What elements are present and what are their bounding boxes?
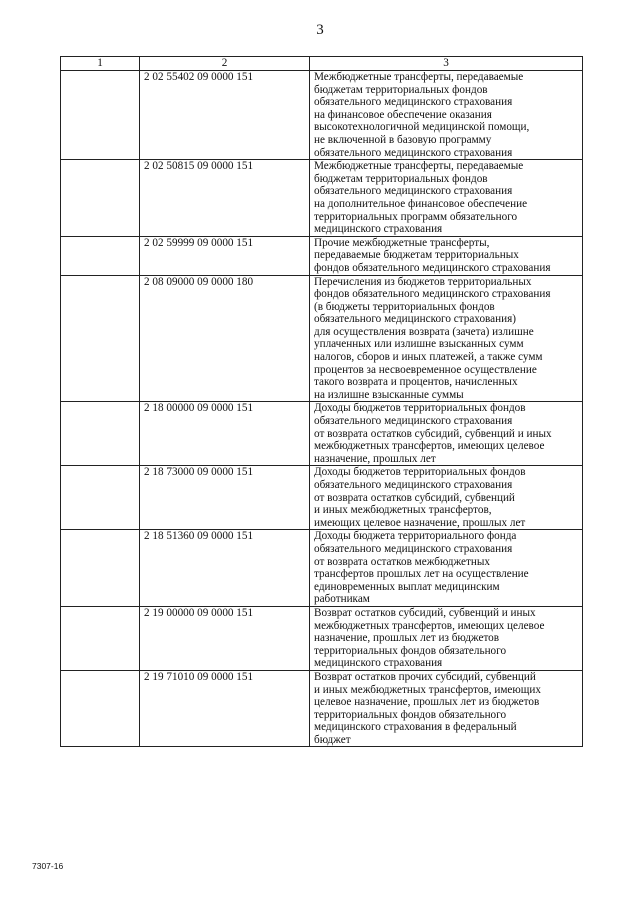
description-line: от возврата остатков субсидий, субвенций	[314, 491, 515, 504]
budget-code-cell: 2 19 00000 09 0000 151	[140, 606, 310, 670]
description-line: бюджет	[314, 733, 351, 746]
description-line: Прочие межбюджетные трансферты,	[314, 236, 490, 249]
description-line: Возврат остатков прочих субсидий, субвенций	[314, 670, 536, 683]
description-line: целевое назначение, прошлых лет из бюджетов	[314, 696, 540, 709]
description-line: обязательного медицинского страхования	[314, 185, 513, 198]
description-line: территориальных программ обязательного	[314, 210, 518, 223]
row-number-cell	[61, 275, 140, 402]
description-line: и иных межбюджетных трансфертов,	[314, 504, 492, 517]
description-line: и иных межбюджетных трансфертов, имеющих	[314, 683, 541, 696]
description-line: имеющих целевое назначение, прошлых лет	[314, 516, 526, 529]
page-number: 3	[316, 22, 324, 38]
row-number-cell	[61, 71, 140, 160]
description-line: медицинского страхования	[314, 223, 443, 236]
description-line: Перечисления из бюджетов территориальных	[314, 275, 532, 288]
description-cell	[310, 402, 583, 466]
description-line: межбюджетных трансфертов, имеющих целевое	[314, 619, 545, 632]
budget-code-cell: 2 02 50815 09 0000 151	[140, 160, 310, 237]
budget-code-cell: 2 18 73000 09 0000 151	[140, 466, 310, 530]
column-header-3: 3	[310, 57, 583, 71]
description-line: не включенной в базовую программу	[314, 133, 492, 146]
description-line: на финансовое обеспечение оказания	[314, 108, 492, 121]
table-row	[61, 71, 583, 160]
description-line: обязательного медицинского страхования	[314, 146, 513, 159]
description-line: фондов обязательного медицинского страхования	[314, 288, 551, 301]
description-line: (в бюджеты территориальных фондов	[314, 300, 495, 313]
description-line: для осуществления возврата (зачета) излишне	[314, 325, 534, 338]
description-line: работникам	[314, 593, 370, 606]
table-header-row	[61, 57, 583, 71]
row-number-cell	[61, 236, 140, 275]
description-line: Межбюджетные трансферты, передаваемые	[314, 71, 524, 83]
description-line: Доходы бюджетов территориальных фондов	[314, 402, 526, 415]
budget-code-cell: 2 02 59999 09 0000 151	[140, 236, 310, 275]
description-cell	[310, 71, 583, 160]
description-line: от возврата остатков межбюджетных	[314, 555, 490, 568]
description-line: обязательного медицинского страхования)	[314, 313, 516, 326]
description-line: бюджетам территориальных фондов	[314, 83, 488, 96]
description-line: налогов, сборов и иных платежей, а также сумм	[314, 351, 543, 364]
budget-code-cell: 2 08 09000 09 0000 180	[140, 275, 310, 402]
description-line: передаваемые бюджетам территориальных	[314, 249, 519, 262]
table-row	[61, 236, 583, 275]
description-cell	[310, 606, 583, 670]
description-cell	[310, 670, 583, 747]
column-header-2: 2	[140, 57, 310, 71]
column-header-1: 1	[61, 57, 140, 71]
description-line: трансфертов прошлых лет на осуществление	[314, 568, 529, 581]
description-line: назначение, прошлых лет из бюджетов	[314, 632, 500, 645]
budget-code-cell: 2 02 55402 09 0000 151	[140, 71, 310, 160]
description-line: межбюджетных трансфертов, имеющих целевое	[314, 440, 545, 453]
description-line: высокотехнологичной медицинской помощи,	[314, 121, 530, 134]
description-line: обязательного медицинского страхования	[314, 96, 513, 109]
description-line: медицинского страхования	[314, 657, 443, 670]
description-cell	[310, 530, 583, 607]
document-footer-code: 7307-16	[32, 861, 64, 871]
row-number-cell	[61, 466, 140, 530]
description-line: Доходы бюджетов территориальных фондов	[314, 466, 526, 479]
description-line: процентов за несвоевременное осуществление	[314, 363, 537, 376]
description-cell	[310, 160, 583, 237]
description-line: на излишне взысканные суммы	[314, 388, 464, 401]
table-row	[61, 275, 583, 402]
budget-code-cell: 2 18 00000 09 0000 151	[140, 402, 310, 466]
budget-code-cell: 2 19 71010 09 0000 151	[140, 670, 310, 747]
description-line: обязательного медицинского страхования	[314, 415, 513, 428]
description-line: Возврат остатков субсидий, субвенций и иных	[314, 606, 536, 619]
description-cell	[310, 466, 583, 530]
description-line: Доходы бюджета территориального фонда	[314, 530, 517, 543]
description-line: назначение, прошлых лет	[314, 452, 436, 465]
budget-codes-table	[60, 56, 583, 747]
table-row	[61, 530, 583, 607]
table-row	[61, 606, 583, 670]
description-line: территориальных фондов обязательного	[314, 644, 507, 657]
description-line: медицинского страхования в федеральный	[314, 721, 517, 734]
table-row	[61, 670, 583, 747]
description-line: бюджетам территориальных фондов	[314, 172, 488, 185]
description-line: уплаченных или излишне взысканных сумм	[314, 338, 524, 351]
description-line: единовременных выплат медицинским	[314, 580, 500, 593]
row-number-cell	[61, 402, 140, 466]
table-row	[61, 402, 583, 466]
description-line: обязательного медицинского страхования	[314, 542, 513, 555]
budget-code-cell: 2 18 51360 09 0000 151	[140, 530, 310, 607]
row-number-cell	[61, 606, 140, 670]
description-cell	[310, 275, 583, 402]
table-row	[61, 466, 583, 530]
description-line: от возврата остатков субсидий, субвенций и иных	[314, 427, 552, 440]
description-line: такого возврата и процентов, начисленных	[314, 376, 518, 389]
description-line: обязательного медицинского страхования	[314, 479, 513, 491]
table-row	[61, 160, 583, 237]
description-line: фондов обязательного медицинского страхования	[314, 261, 551, 274]
description-cell	[310, 236, 583, 275]
description-line: территориальных фондов обязательного	[314, 708, 507, 721]
description-line: на дополнительное финансовое обеспечение	[314, 197, 528, 210]
row-number-cell	[61, 670, 140, 747]
description-line: Межбюджетные трансферты, передаваемые	[314, 160, 524, 173]
row-number-cell	[61, 530, 140, 607]
row-number-cell	[61, 160, 140, 237]
